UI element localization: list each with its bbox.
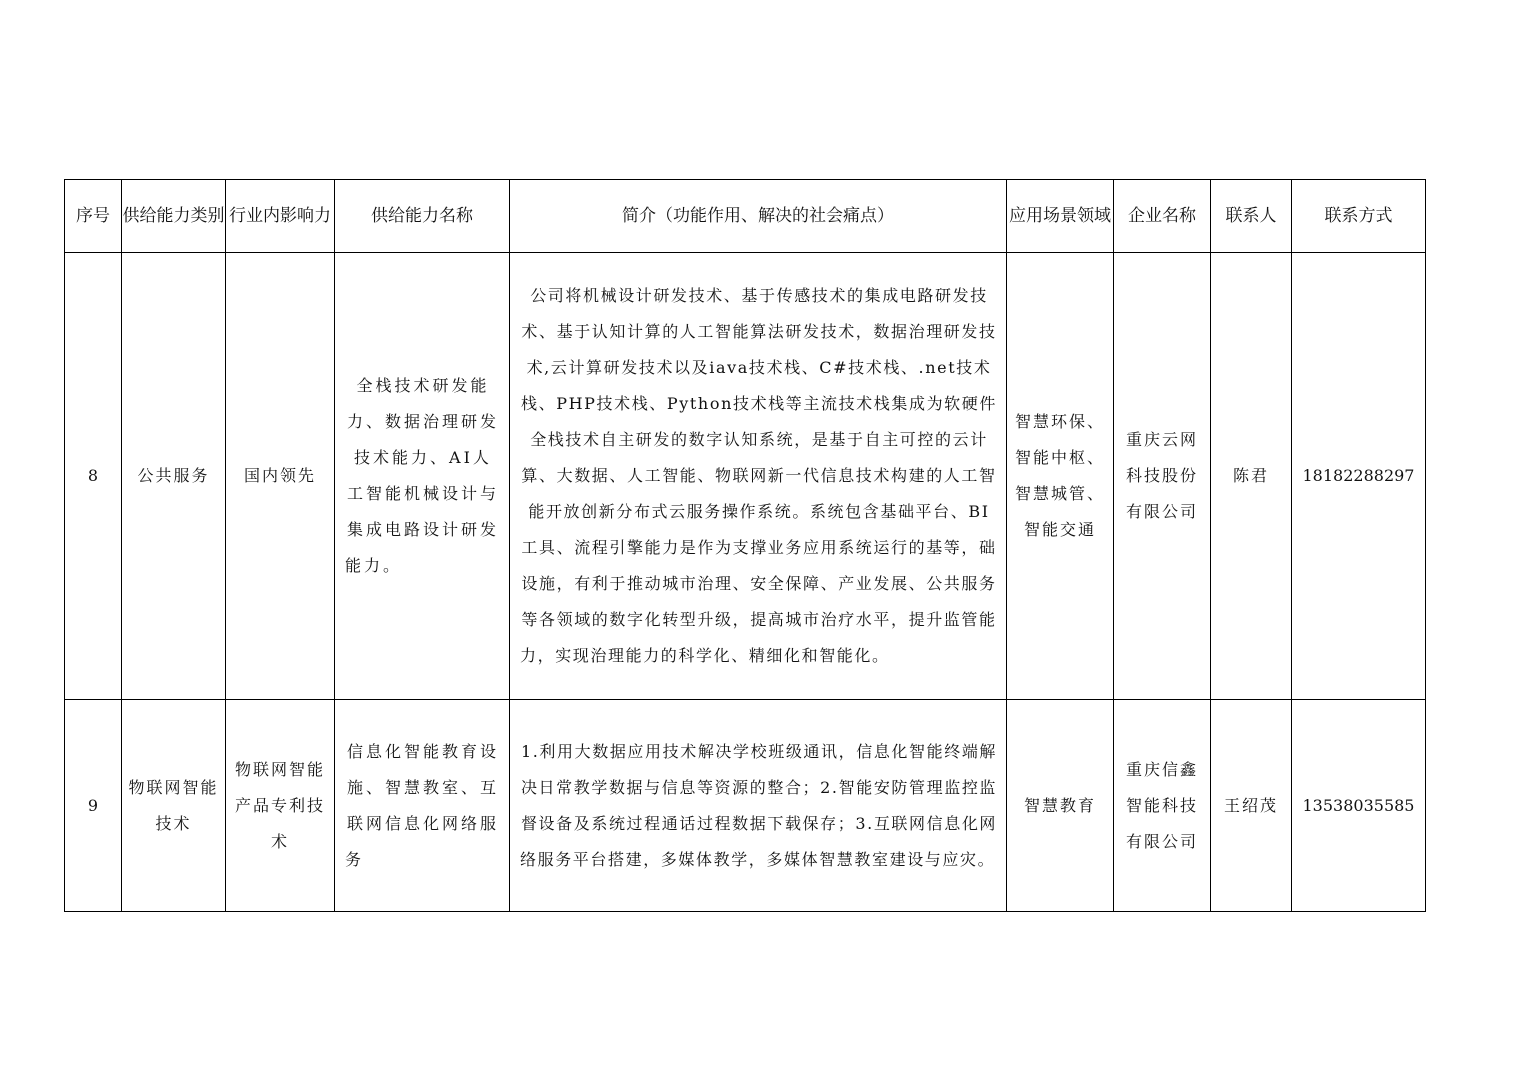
table-row: [65, 253, 1426, 700]
cell-scene: 智慧环保、智能中枢、智慧城管、智能交通: [1007, 253, 1114, 700]
cell-company: 重庆信鑫智能科技有限公司: [1114, 700, 1211, 912]
header-company: 企业名称: [1114, 180, 1211, 253]
header-scene: 应用场景领域: [1007, 180, 1114, 253]
cell-seq: 8: [65, 253, 122, 700]
header-name: 供给能力名称: [335, 180, 510, 253]
cell-phone: 13538035585: [1292, 700, 1426, 912]
cell-name: 信息化智能教育设施、智慧教室、互联网信息化网络服务: [335, 700, 510, 912]
table-header: [65, 180, 1426, 253]
table-row: [65, 700, 1426, 912]
header-row: [65, 180, 1426, 253]
cell-seq: 9: [65, 700, 122, 912]
cell-influence: 物联网智能产品专利技术: [226, 700, 335, 912]
header-contact: 联系人: [1211, 180, 1292, 253]
cell-category: 公共服务: [122, 253, 226, 700]
header-influence: 行业内影响力: [226, 180, 335, 253]
cell-contact: 王绍茂: [1211, 700, 1292, 912]
header-category: 供给能力类别: [122, 180, 226, 253]
cell-contact: 陈君: [1211, 253, 1292, 700]
supply-capability-table: [64, 179, 1426, 912]
table-body: [65, 253, 1426, 912]
cell-category: 物联网智能技术: [122, 700, 226, 912]
cell-name: 全栈技术研发能力、数据治理研发技术能力、AI人工智能机械设计与集成电路设计研发能力。: [335, 253, 510, 700]
cell-company: 重庆云网科技股份有限公司: [1114, 253, 1211, 700]
cell-desc: 1.利用大数据应用技术解决学校班级通讯，信息化智能终端解决日常教学数据与信息等资源的整合；2.智能安防管理监控监督设备及系统过程通话过程数据下载保存；3.互联网信息化网络服务平台搭建，多媒体教学，多媒体智慧教室建设与应灾。: [510, 700, 1007, 912]
header-phone: 联系方式: [1292, 180, 1426, 253]
cell-phone: 18182288297: [1292, 253, 1426, 700]
cell-influence: 国内领先: [226, 253, 335, 700]
header-desc: 简介（功能作用、解决的社会痛点）: [510, 180, 1007, 253]
header-seq: 序号: [65, 180, 122, 253]
cell-scene: 智慧教育: [1007, 700, 1114, 912]
cell-desc: 公司将机械设计研发技术、基于传感技术的集成电路研发技术、基于认知计算的人工智能算法研发技术，数据治理研发技术,云计算研发技术以及iava技术栈、C#技术栈、.net技术栈、PHP技术栈、Python技术栈等主流技术栈集成为软硬件全栈技术自主研发的数字认知系统，是基于自主可控的云计算、大数据、人工智能、物联网新一代信息技术构建的人工智能开放创新分布式云服务操作系统。系统包含基础平台、BI工具、流程引擎能力是作为支撑业务应用系统运行的基等，础设施，有利于推动城市治理、安全保障、产业发展、公共服务等各领域的数字化转型升级，提高城市治疗水平，提升监管能力，实现治理能力的科学化、精细化和智能化。: [510, 253, 1007, 700]
